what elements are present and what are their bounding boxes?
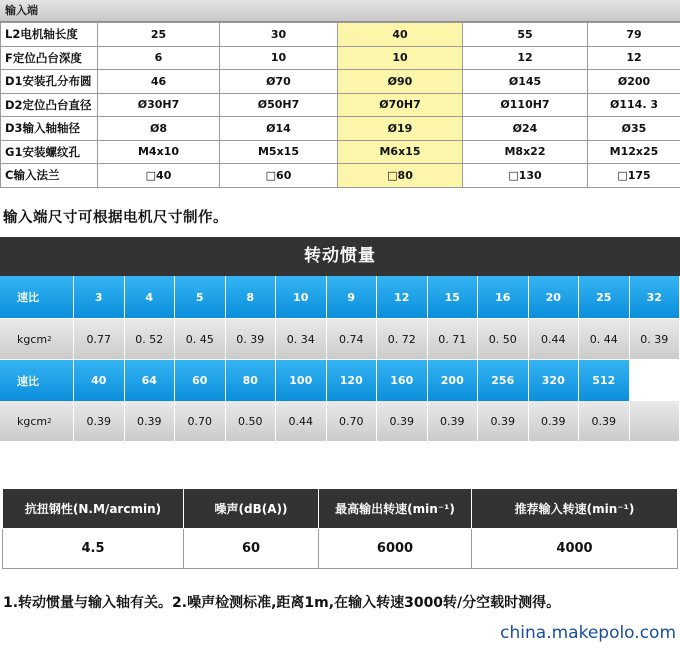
input-table-row xyxy=(1,140,680,164)
inertia-value-cell: 0.44 xyxy=(529,319,580,359)
inertia-value-cell: 0.39 xyxy=(125,401,176,441)
ratio-label: 速比 xyxy=(0,276,74,318)
input-cell: □130 xyxy=(463,164,588,188)
input-cell: □80 xyxy=(338,164,463,188)
ratio-value-cell: 8 xyxy=(226,276,277,318)
input-cell: Ø19 xyxy=(338,117,463,141)
input-cell: □175 xyxy=(588,164,680,188)
ratio-label: 速比 xyxy=(0,360,74,401)
unit-text: kgcm xyxy=(17,414,48,428)
input-cell: Ø30H7 xyxy=(98,93,220,117)
ratio-value-cell: 15 xyxy=(428,276,479,318)
ratio-value-cell: 3 xyxy=(74,276,125,318)
ratio-value-cell: 32 xyxy=(630,276,680,318)
input-table-row xyxy=(1,93,680,117)
inertia-value-cell: 0. 34 xyxy=(276,319,327,359)
empty-cell xyxy=(630,360,680,401)
input-cell: M12x25 xyxy=(588,140,680,164)
input-cell: □60 xyxy=(220,164,338,188)
input-dimension-table xyxy=(0,22,680,188)
ratio-value-cell: 4 xyxy=(125,276,176,318)
inertia-value-cell: 0.39 xyxy=(377,401,428,441)
spec-value-max-output-speed: 6000 xyxy=(319,529,472,569)
inertia-value-cell: 0.70 xyxy=(175,401,226,441)
inertia-value-cell: 0. 39 xyxy=(630,319,680,359)
ratio-value-cell: 200 xyxy=(428,360,479,401)
ratio-row-2 xyxy=(0,360,680,401)
input-cell: M5x15 xyxy=(220,140,338,164)
spec-value-noise: 60 xyxy=(184,529,319,569)
footnote: 1.转动惯量与输入轴有关。2.噪声检测标准,距离1m,在输入转速3000转/分空载时测得。 xyxy=(3,595,561,611)
ratio-value-cell: 40 xyxy=(74,360,125,401)
input-cell: Ø8 xyxy=(98,117,220,141)
inertia-value-cell: 0. 44 xyxy=(579,319,630,359)
ratio-value-cell: 20 xyxy=(529,276,580,318)
inertia-value-cell: 0.39 xyxy=(428,401,479,441)
ratio-value-cell: 60 xyxy=(175,360,226,401)
input-row-label: D2定位凸台直径 xyxy=(1,93,98,117)
inertia-value-cell: 0.39 xyxy=(579,401,630,441)
input-row-label: L2电机轴长度 xyxy=(1,23,98,47)
inertia-value-cell: 0. 50 xyxy=(478,319,529,359)
inertia-row-1 xyxy=(0,319,680,359)
ratio-value-cell: 10 xyxy=(276,276,327,318)
spec-table xyxy=(2,488,678,569)
input-dimension-section xyxy=(0,0,680,188)
unit-superscript: 2 xyxy=(47,335,52,343)
ratio-value-cell: 160 xyxy=(377,360,428,401)
input-table-row xyxy=(1,164,680,188)
ratio-value-cell: 12 xyxy=(377,276,428,318)
spec-value-stiffness: 4.5 xyxy=(3,529,184,569)
input-row-label: D1安装孔分布圆 xyxy=(1,70,98,94)
input-cell: Ø24 xyxy=(463,117,588,141)
unit-text: kgcm xyxy=(17,332,48,346)
ratio-value-cell: 9 xyxy=(327,276,378,318)
input-cell: 55 xyxy=(463,23,588,47)
input-cell: 46 xyxy=(98,70,220,94)
input-table-row xyxy=(1,117,680,141)
input-row-label: C输入法兰 xyxy=(1,164,98,188)
ratio-row-1 xyxy=(0,276,680,318)
input-cell: Ø70H7 xyxy=(338,93,463,117)
inertia-value-cell: 0.50 xyxy=(226,401,277,441)
inertia-value-cell xyxy=(630,401,680,441)
input-cell: Ø90 xyxy=(338,70,463,94)
inertia-value-cell: 0. 45 xyxy=(175,319,226,359)
input-cell: M4x10 xyxy=(98,140,220,164)
ratio-value-cell: 5 xyxy=(175,276,226,318)
input-cell: 12 xyxy=(588,46,680,70)
ratio-value-cell: 120 xyxy=(327,360,378,401)
inertia-value-cell: 0. 52 xyxy=(125,319,176,359)
watermark: china.makepolo.com xyxy=(500,623,676,643)
inertia-value-cell: 0.74 xyxy=(327,319,378,359)
input-cell: 30 xyxy=(220,23,338,47)
input-cell: 10 xyxy=(220,46,338,70)
unit-label xyxy=(0,401,74,441)
inertia-value-cell: 0.77 xyxy=(74,319,125,359)
input-cell: Ø110H7 xyxy=(463,93,588,117)
ratio-value-cell: 25 xyxy=(579,276,630,318)
input-table-row xyxy=(1,46,680,70)
inertia-row-2 xyxy=(0,401,680,441)
ratio-value-cell: 16 xyxy=(478,276,529,318)
input-row-label: F定位凸台深度 xyxy=(1,46,98,70)
inertia-value-cell: 0. 39 xyxy=(226,319,277,359)
unit-label xyxy=(0,319,74,359)
ratio-value-cell: 320 xyxy=(529,360,580,401)
inertia-value-cell: 0.44 xyxy=(276,401,327,441)
input-cell: M8x22 xyxy=(463,140,588,164)
ratio-value-cell: 64 xyxy=(125,360,176,401)
input-row-label: D3输入轴轴径 xyxy=(1,117,98,141)
input-cell: Ø70 xyxy=(220,70,338,94)
input-cell: 40 xyxy=(338,23,463,47)
ratio-value-cell: 256 xyxy=(478,360,529,401)
input-table-row xyxy=(1,70,680,94)
inertia-value-cell: 0.39 xyxy=(529,401,580,441)
input-cell: 6 xyxy=(98,46,220,70)
input-cell: 12 xyxy=(463,46,588,70)
inertia-title: 转动惯量 xyxy=(0,237,680,276)
input-cell: 79 xyxy=(588,23,680,47)
inertia-value-cell: 0. 72 xyxy=(377,319,428,359)
input-cell: Ø35 xyxy=(588,117,680,141)
inertia-value-cell: 0.70 xyxy=(327,401,378,441)
spec-header-noise: 噪声(dB(A)) xyxy=(184,489,319,529)
input-cell: □40 xyxy=(98,164,220,188)
inertia-value-cell: 0.39 xyxy=(74,401,125,441)
input-cell: Ø50H7 xyxy=(220,93,338,117)
input-cell: Ø145 xyxy=(463,70,588,94)
input-cell: Ø14 xyxy=(220,117,338,141)
spec-header-input-speed: 推荐输入转速(min⁻¹) xyxy=(472,489,678,529)
input-cell: M6x15 xyxy=(338,140,463,164)
inertia-value-cell: 0.39 xyxy=(478,401,529,441)
ratio-value-cell: 80 xyxy=(226,360,277,401)
input-cell: 10 xyxy=(338,46,463,70)
input-cell: Ø200 xyxy=(588,70,680,94)
input-table-header: 输入端 xyxy=(0,0,680,22)
spec-header-stiffness: 抗扭钢性(N.M/arcmin) xyxy=(3,489,184,529)
input-table-row xyxy=(1,23,680,47)
spec-value-input-speed: 4000 xyxy=(472,529,678,569)
input-cell: 25 xyxy=(98,23,220,47)
ratio-value-cell: 100 xyxy=(276,360,327,401)
spec-header-max-output-speed: 最高输出转速(min⁻¹) xyxy=(319,489,472,529)
ratio-value-cell: 512 xyxy=(579,360,630,401)
input-row-label: G1安装螺纹孔 xyxy=(1,140,98,164)
unit-superscript: 2 xyxy=(47,417,52,425)
inertia-value-cell: 0. 71 xyxy=(428,319,479,359)
input-size-note: 输入端尺寸可根据电机尺寸制作。 xyxy=(3,210,228,226)
input-cell: Ø114. 3 xyxy=(588,93,680,117)
